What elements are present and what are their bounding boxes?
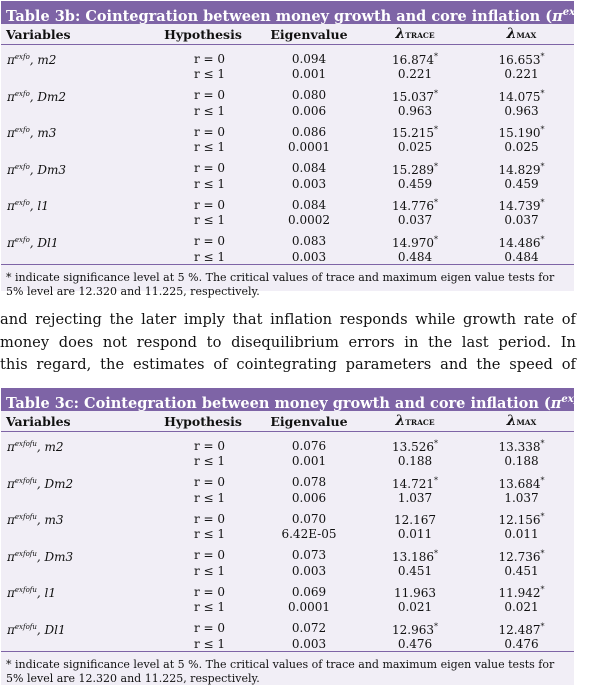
eigenvalue-cell: 0.003: [291, 249, 327, 264]
max-cell: [469, 228, 574, 250]
pi-superscript: exfo: [14, 53, 30, 61]
variable-cell-empty: [1, 104, 149, 119]
hypothesis-cell: r ≤ 1: [194, 600, 226, 615]
trace-value: 14.721: [392, 476, 434, 491]
significance-star: *: [540, 585, 545, 594]
hypothesis-cell: r = 0: [194, 124, 226, 139]
header-lambda-max: [469, 24, 574, 45]
pi-superscript: exfofu: [14, 549, 37, 558]
pi-superscript: exfofu: [14, 476, 37, 485]
hypothesis-cell: r ≤ 1: [194, 213, 226, 228]
pi-superscript: exfofu: [14, 513, 37, 521]
eigenvalue-cell: 6.42E-05: [281, 527, 337, 542]
pi-superscript: exfo: [14, 199, 30, 207]
pi-symbol: π: [7, 513, 15, 527]
variable-name: , Dl1: [29, 235, 59, 250]
max-cell: 1.037: [504, 490, 539, 505]
variable-name: , Dm2: [29, 89, 67, 104]
hypothesis-cell: r ≤ 1: [194, 636, 226, 651]
eigenvalue-cell: 0.003: [291, 176, 327, 191]
variable-name: , m3: [36, 513, 64, 527]
pi-symbol: π: [7, 53, 15, 67]
pi-symbol: π: [7, 440, 15, 454]
max-cell: 0.476: [504, 636, 539, 651]
trace-cell: [361, 45, 469, 68]
variable-name: , l1: [29, 199, 49, 213]
pi-symbol: π: [7, 622, 15, 637]
significance-star: *: [434, 52, 438, 61]
table-row: [1, 213, 574, 228]
eigenvalue-cell: 0.0002: [288, 213, 330, 228]
hypothesis-cell: r = 0: [194, 51, 226, 66]
max-cell: [469, 45, 574, 68]
pi-symbol: π: [7, 199, 15, 213]
max-cell: 0.021: [504, 600, 539, 615]
max-value: 13.338: [498, 440, 541, 454]
variable-cell: [1, 615, 149, 637]
pi-symbol: π: [7, 549, 15, 564]
eigenvalue-cell: 0.006: [291, 103, 327, 118]
trace-value: 16.874: [392, 53, 434, 67]
table-header-row: [1, 24, 574, 45]
significance-star: *: [540, 52, 545, 61]
pi-superscript: exfo: [14, 126, 30, 134]
significance-star: *: [434, 475, 438, 485]
eigenvalue-cell: 0.094: [291, 51, 327, 66]
max-value: 16.653: [498, 53, 541, 67]
lambda-trace-sub: TRACE: [405, 31, 435, 40]
hypothesis-cell: r = 0: [194, 438, 226, 453]
trace-value: 15.037: [392, 89, 434, 104]
table-3c-title: [1, 388, 603, 412]
max-value: 12.156: [498, 513, 541, 527]
significance-star: *: [434, 621, 438, 631]
hypothesis-cell: r = 0: [194, 88, 226, 102]
pi-symbol: π: [7, 89, 15, 104]
significance-star: *: [434, 234, 438, 244]
variable-name: , Dm2: [36, 476, 74, 491]
max-cell: [469, 432, 574, 455]
variable-cell-empty: [1, 454, 149, 469]
header-eigenvalue: Eigenvalue: [257, 411, 361, 432]
hypothesis-cell: r ≤ 1: [194, 249, 226, 264]
table-3b-note: * indicate significance level at 5 %. The critical values of trace and maximum eigen value tests for 5% level are 12.320 and 11.225, respectively.: [1, 264, 574, 299]
trace-cell: 0.025: [397, 140, 433, 155]
significance-star: *: [434, 161, 438, 171]
lambda-symbol: λ: [395, 413, 406, 429]
variable-cell: [1, 118, 149, 140]
lambda-trace-sub: TRACE: [405, 418, 435, 427]
table-row: [1, 637, 574, 652]
variable-cell-empty: [1, 177, 149, 192]
pi-superscript: exfofu: [14, 622, 37, 631]
variable-cell-empty: [1, 213, 149, 228]
max-value: 11.942: [498, 586, 541, 600]
header-variables: Variables: [1, 411, 149, 432]
trace-cell: 0.451: [397, 563, 433, 578]
table-3b-grid: [1, 24, 574, 264]
pi-symbol: π: [7, 126, 15, 140]
eigenvalue-cell: 0.003: [291, 563, 327, 578]
table-3b-title: [1, 1, 593, 25]
max-cell: [469, 82, 574, 104]
trace-value: 13.526: [392, 440, 434, 454]
hypothesis-cell: r ≤ 1: [194, 490, 226, 505]
eigenvalue-cell: 0.080: [291, 88, 327, 102]
eigenvalue-cell: 0.073: [291, 548, 327, 562]
table-row: [1, 155, 574, 177]
table-row: [1, 578, 574, 600]
trace-cell: [361, 542, 469, 564]
header-lambda-trace: [361, 24, 469, 45]
trace-cell: [361, 82, 469, 104]
max-cell: [469, 542, 574, 564]
pi-superscript: exfo: [14, 162, 30, 171]
max-cell: 0.484: [504, 249, 539, 264]
table-row: [1, 45, 574, 68]
significance-star: *: [540, 161, 545, 171]
variable-cell-empty: [1, 140, 149, 155]
hypothesis-cell: r ≤ 1: [194, 140, 226, 155]
significance-star: *: [540, 621, 545, 631]
variable-cell: [1, 82, 149, 104]
trace-cell: 0.037: [397, 213, 433, 228]
variable-cell: [1, 469, 149, 491]
trace-value: 12.963: [392, 622, 434, 637]
significance-star: *: [434, 125, 438, 134]
body-paragraph: [0, 309, 576, 377]
hypothesis-cell: r = 0: [194, 197, 226, 212]
lambda-max-sub: MAX: [516, 31, 537, 40]
max-cell: [469, 118, 574, 140]
lambda-max-sub: MAX: [516, 418, 537, 427]
table-row: [1, 615, 574, 637]
table-row: [1, 104, 574, 119]
max-cell: 0.037: [504, 213, 539, 228]
table-row: [1, 469, 574, 491]
hypothesis-cell: r = 0: [194, 234, 226, 248]
hypothesis-cell: r ≤ 1: [194, 563, 226, 578]
table-row: [1, 527, 574, 542]
hypothesis-cell: r ≤ 1: [194, 176, 226, 191]
trace-cell: [361, 118, 469, 140]
hypothesis-cell: r ≤ 1: [194, 527, 226, 542]
table-3c-title-suffix: ): [596, 395, 603, 412]
header-hypothesis: Hypothesis: [149, 411, 257, 432]
header-lambda-max: [469, 411, 574, 432]
variable-cell-empty: [1, 250, 149, 265]
trace-cell: 0.021: [397, 600, 433, 615]
trace-value: 14.776: [392, 199, 434, 213]
header-variables: Variables: [1, 24, 149, 45]
eigenvalue-cell: 0.001: [291, 454, 327, 469]
trace-value: 14.970: [392, 235, 434, 250]
pi-symbol: π: [7, 162, 15, 177]
table-3c: [1, 388, 603, 685]
significance-star: *: [434, 88, 438, 98]
max-value: 12.736: [498, 549, 541, 564]
max-cell: [469, 505, 574, 527]
hypothesis-cell: r ≤ 1: [194, 103, 226, 118]
table-3b-title-suffix: ): [586, 8, 593, 25]
trace-cell: 1.037: [397, 490, 433, 505]
max-value: 14.739: [498, 199, 541, 213]
trace-value: 13.186: [392, 549, 434, 564]
max-value: 14.075: [498, 89, 541, 104]
significance-star: *: [540, 475, 545, 485]
trace-value: 11.963: [394, 586, 436, 600]
significance-star: *: [540, 234, 545, 244]
eigenvalue-cell: 0.069: [291, 584, 327, 599]
pi-superscript: exfofu: [14, 440, 37, 448]
hypothesis-cell: r = 0: [194, 161, 226, 175]
trace-cell: [361, 191, 469, 213]
trace-cell: 0.484: [397, 249, 433, 264]
significance-star: *: [540, 88, 545, 98]
trace-value: 15.215: [392, 126, 434, 140]
eigenvalue-cell: 0.0001: [288, 600, 330, 615]
eigenvalue-cell: 0.084: [291, 197, 327, 212]
pi-superscript: exfo: [14, 235, 30, 244]
trace-value: 12.167: [394, 513, 436, 527]
table-row: [1, 600, 574, 615]
variable-name: , Dl1: [36, 622, 66, 637]
paragraph-line-3: this regard, the estimates of cointegrating parameters and the speed of: [0, 356, 576, 373]
max-cell: 0.963: [504, 103, 539, 118]
table-3c-grid: [1, 411, 574, 651]
trace-cell: [361, 615, 469, 637]
hypothesis-cell: r ≤ 1: [194, 454, 226, 469]
table-row: [1, 82, 574, 104]
table-row: [1, 542, 574, 564]
max-value: 12.487: [498, 622, 541, 637]
max-value: 13.684: [498, 476, 541, 491]
trace-cell: [361, 228, 469, 250]
significance-star: *: [540, 512, 545, 521]
table-3c-note: * indicate significance level at 5 %. The critical values of trace and maximum eigen value tests for 5% level are 12.320 and 11.225, respectively.: [1, 651, 574, 686]
variable-cell: [1, 542, 149, 564]
lambda-symbol: λ: [506, 26, 517, 42]
variable-cell: [1, 228, 149, 250]
eigenvalue-cell: 0.001: [291, 67, 327, 82]
variable-cell-empty: [1, 67, 149, 82]
eigenvalue-cell: 0.078: [291, 475, 327, 489]
variable-cell: [1, 578, 149, 600]
eigenvalue-cell: 0.084: [291, 161, 327, 175]
variable-cell-empty: [1, 527, 149, 542]
trace-cell: [361, 578, 469, 600]
trace-cell: 0.963: [397, 103, 433, 118]
hypothesis-cell: r = 0: [194, 584, 226, 599]
table-3c-title-pi: π: [550, 395, 562, 412]
lambda-symbol: λ: [395, 26, 406, 42]
max-cell: 0.221: [504, 67, 539, 82]
table-row: [1, 177, 574, 192]
trace-cell: [361, 469, 469, 491]
max-cell: 0.188: [504, 454, 539, 469]
trace-cell: 0.188: [397, 454, 433, 469]
max-value: 14.486: [498, 235, 541, 250]
eigenvalue-cell: 0.083: [291, 234, 327, 248]
max-cell: 0.451: [504, 563, 539, 578]
significance-star: *: [540, 125, 545, 134]
header-eigenvalue: Eigenvalue: [257, 24, 361, 45]
table-3c-title-text: Table 3c: Cointegration between money growth and core inflation (: [6, 395, 551, 412]
trace-cell: [361, 505, 469, 527]
max-cell: [469, 191, 574, 213]
variable-cell-empty: [1, 600, 149, 615]
eigenvalue-cell: 0.0001: [288, 140, 330, 155]
eigenvalue-cell: 0.070: [291, 511, 327, 526]
max-cell: [469, 615, 574, 637]
variable-name: , Dm3: [29, 162, 67, 177]
table-row: [1, 118, 574, 140]
variable-name: , l1: [36, 586, 56, 600]
max-cell: 0.011: [504, 527, 539, 542]
variable-cell-empty: [1, 637, 149, 652]
significance-star: *: [434, 439, 438, 448]
pi-symbol: π: [7, 476, 15, 491]
variable-cell: [1, 45, 149, 68]
trace-value: 15.289: [392, 162, 434, 177]
header-hypothesis: Hypothesis: [149, 24, 257, 45]
max-cell: 0.025: [504, 140, 539, 155]
lambda-symbol: λ: [506, 413, 517, 429]
paragraph-line-1: and rejecting the later imply that inflation responds while growth rate of: [0, 311, 576, 328]
trace-cell: 0.011: [397, 527, 433, 542]
eigenvalue-cell: 0.072: [291, 621, 327, 635]
significance-star: *: [434, 198, 438, 207]
hypothesis-cell: r = 0: [194, 475, 226, 489]
table-header-row: [1, 411, 574, 432]
max-cell: 0.459: [504, 176, 539, 191]
variable-cell: [1, 505, 149, 527]
table-row: [1, 250, 574, 265]
hypothesis-cell: r ≤ 1: [194, 67, 226, 82]
trace-cell: [361, 155, 469, 177]
variable-name: , m2: [29, 53, 57, 67]
significance-star: *: [540, 548, 545, 558]
paragraph-line-2: money does not respond to disequilibrium errors in the last period. In: [0, 333, 576, 351]
table-row: [1, 140, 574, 155]
variable-cell-empty: [1, 491, 149, 506]
eigenvalue-cell: 0.003: [291, 636, 327, 651]
variable-cell: [1, 191, 149, 213]
trace-cell: [361, 432, 469, 455]
max-cell: [469, 155, 574, 177]
trace-cell: 0.476: [397, 636, 433, 651]
pi-symbol: π: [7, 586, 15, 600]
table-row: [1, 491, 574, 506]
eigenvalue-cell: 0.006: [291, 490, 327, 505]
variable-cell-empty: [1, 564, 149, 579]
table-3c-title-sup: exfofu: [561, 394, 597, 405]
table-3b-title-text: Table 3b: Cointegration between money growth and core inflation (: [6, 8, 553, 25]
variable-cell: [1, 432, 149, 455]
header-lambda-trace: [361, 411, 469, 432]
table-3b: [1, 1, 593, 298]
variable-name: , m3: [29, 126, 57, 140]
pi-superscript: exfo: [14, 89, 30, 98]
variable-cell: [1, 155, 149, 177]
hypothesis-cell: r = 0: [194, 511, 226, 526]
table-3b-title-pi: π: [552, 8, 563, 25]
table-row: [1, 564, 574, 579]
max-cell: [469, 469, 574, 491]
significance-star: *: [540, 198, 545, 207]
variable-name: , Dm3: [36, 549, 74, 564]
max-cell: [469, 578, 574, 600]
table-row: [1, 228, 574, 250]
trace-cell: 0.221: [397, 67, 433, 82]
pi-symbol: π: [7, 235, 15, 250]
max-value: 15.190: [498, 126, 541, 140]
pi-superscript: exfofu: [14, 586, 37, 594]
max-value: 14.829: [498, 162, 541, 177]
table-row: [1, 432, 574, 455]
table-row: [1, 454, 574, 469]
table-row: [1, 191, 574, 213]
table-3b-title-sup: exfo: [562, 7, 587, 18]
trace-cell: 0.459: [397, 176, 433, 191]
eigenvalue-cell: 0.086: [291, 124, 327, 139]
variable-name: , m2: [36, 440, 64, 454]
significance-star: *: [540, 439, 545, 448]
significance-star: *: [434, 548, 438, 558]
table-row: [1, 505, 574, 527]
hypothesis-cell: r = 0: [194, 621, 226, 635]
hypothesis-cell: r = 0: [194, 548, 226, 562]
eigenvalue-cell: 0.076: [291, 438, 327, 453]
table-row: [1, 67, 574, 82]
